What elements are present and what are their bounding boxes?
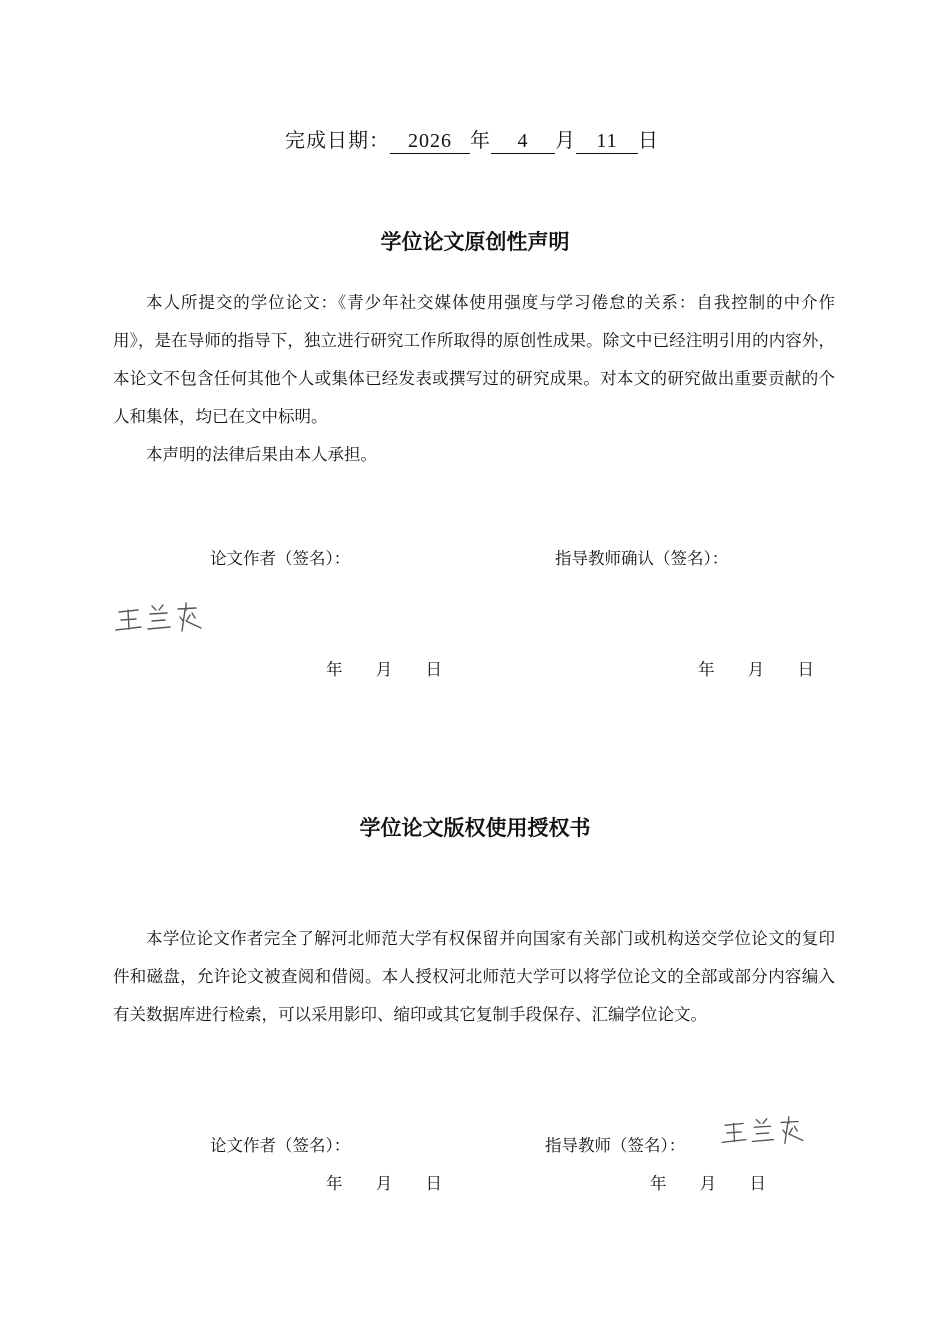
originality-advisor-date: 年 月 日 xyxy=(698,660,814,679)
authorization-body xyxy=(113,920,835,1034)
month-unit: 月 xyxy=(555,128,576,152)
originality-paragraph-1: 本人所提交的学位论文：《青少年社交媒体使用强度与学习倦怠的关系：自我控制的中介作用》，是在导师的指导下，独立进行研究工作所取得的原创性成果。除文中已经注明引用的内容外，本论文不包含任何其他个人或集体已经发表或撰写过的研究成果。对本文的研究做出重要贡献的个人和集体，均已在文中标明。 xyxy=(113,293,835,426)
originality-body xyxy=(113,284,835,474)
originality-author-label: 论文作者（签名）： xyxy=(210,549,351,568)
year-unit: 年 xyxy=(470,128,491,152)
originality-paragraph-2: 本声明的法律后果由本人承担。 xyxy=(146,445,377,464)
completion-date-line xyxy=(285,124,659,154)
authorization-title: 学位论文版权使用授权书 xyxy=(359,816,591,840)
authorization-advisor-label: 指导教师（签名）： xyxy=(545,1136,686,1155)
originality-advisor-label: 指导教师确认（签名）： xyxy=(555,549,729,568)
completion-year-value: 2026 xyxy=(390,129,470,154)
originality-author-date: 年 月 日 xyxy=(326,660,442,679)
authorization-author-date: 年 月 日 xyxy=(326,1174,442,1193)
authorization-paragraph: 本学位论文作者完全了解河北师范大学有权保留并向国家有关部门或机构送交学位论文的复印件和磁盘，允许论文被查阅和借阅。本人授权河北师范大学可以将学位论文的全部或部分内容编入有关数据库进行检索，可以采用影印、缩印或其它复制手段保存、汇编学位论文。 xyxy=(113,929,835,1024)
originality-title: 学位论文原创性声明 xyxy=(380,230,570,254)
author-signature xyxy=(112,598,206,638)
authorization-author-label: 论文作者（签名）： xyxy=(210,1136,351,1155)
author-signature-mark xyxy=(112,598,206,638)
completion-date-label: 完成日期： xyxy=(285,128,390,152)
completion-month-value: 4 xyxy=(491,129,555,154)
day-unit: 日 xyxy=(638,128,659,152)
authorization-advisor-date: 年 月 日 xyxy=(650,1174,766,1193)
advisor-signature-mark xyxy=(718,1112,808,1150)
completion-day-value: 11 xyxy=(576,129,638,154)
advisor-signature xyxy=(718,1112,808,1150)
